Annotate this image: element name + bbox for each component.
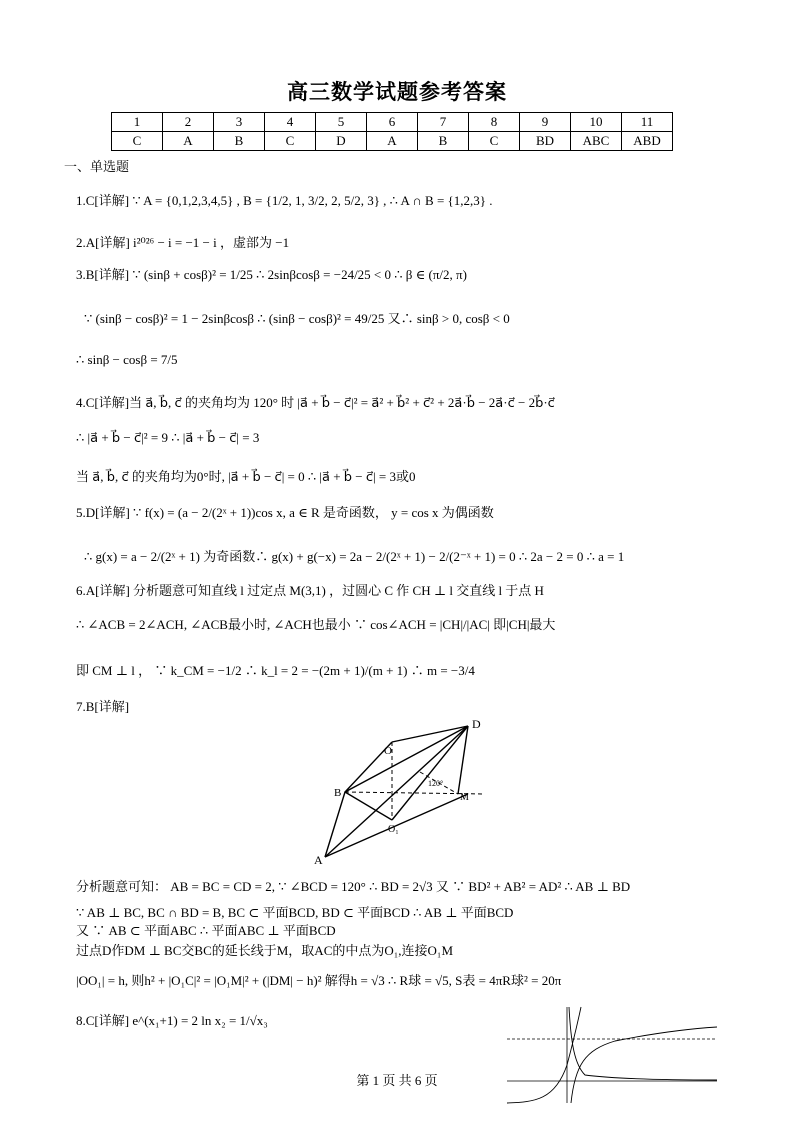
answer-line-q7a: 分析题意可知： AB = BC = CD = 2, ∵ ∠BCD = 120° ∴ BD = 2√3 又 ∵ BD² + AB² = AD² ∴ AB ⊥ BD: [76, 879, 631, 894]
answer-line-q7e: |OO₁| = h, 则h² + |O₁C|² = |O₁M|² + (|DM| − h)² 解得h = √3 ∴ R球 = √5, S表 = 4πR球² = 20π: [76, 973, 562, 988]
figure-label-b: B: [334, 787, 342, 799]
answer-line-q7d: 过点D作DM ⊥ BC交BC的延长线于M，取AC的中点为O₁,连接O₁M: [76, 943, 454, 958]
table-cell: 2: [163, 113, 214, 132]
table-cell: 5: [316, 113, 367, 132]
answer-table-answers-row: [112, 132, 673, 151]
figure-label-m: M: [460, 792, 469, 803]
table-cell: 8: [469, 113, 520, 132]
table-cell: ABD: [622, 132, 673, 151]
figure-label-a: A: [314, 853, 323, 867]
answer-table: [111, 112, 673, 151]
figure-label-o: O: [384, 745, 392, 757]
function-graph: [505, 1005, 719, 1105]
answer-line-q4c: 当 a⃗, b⃗, c⃗ 的夹角均为0°时, |a⃗ + b⃗ − c⃗| = 0 ∴ |a⃗ + b⃗ − c⃗| = 3或0: [76, 469, 416, 484]
answer-line-q2: 2.A[详解] i²⁰²⁶ − i = −1 − i ，虚部为 −1: [76, 235, 290, 250]
answer-line-q6c: 即 CM ⊥ l ， ∵ k_CM = −1/2 ∴ k_l = 2 = −(2m + 1)/(m + 1) ∴ m = −3/4: [76, 663, 475, 678]
table-cell: B: [418, 132, 469, 151]
answer-line-q8: 8.C[详解] e^(x₁+1) = 2 ln x₂ = 1/√x₃: [76, 1013, 268, 1028]
table-cell: B: [214, 132, 265, 151]
table-cell: D: [316, 132, 367, 151]
table-cell: 10: [571, 113, 622, 132]
page-title: 高三数学试题参考答案: [287, 80, 507, 104]
answer-line-q3b: ∵ (sinβ − cosβ)² = 1 − 2sinβcosβ ∴ (sinβ − cosβ)² = 49/25 又∴ sinβ > 0, cosβ < 0: [84, 311, 510, 326]
section-heading: 一、单选题: [64, 159, 130, 174]
figure-label-o1: O₁: [388, 824, 399, 835]
answer-line-q3c: ∴ sinβ − cosβ = 7/5: [76, 352, 178, 367]
answer-line-q6a: 6.A[详解] 分析题意可知直线 l 过定点 M(3,1) ，过圆心 C 作 CH ⊥ l 交直线 l 于点 H: [76, 583, 544, 598]
answer-line-q6b: ∴ ∠ACB = 2∠ACH, ∠ACB最小时, ∠ACH也最小 ∵ cos∠ACH = |CH|/|AC| 即|CH|最大: [76, 617, 556, 632]
answer-line-q4a: 4.C[详解]当 a⃗, b⃗, c⃗ 的夹角均为 120° 时 |a⃗ + b⃗ − c⃗|² = a⃗² + b⃗² + c⃗² + 2a⃗·b⃗ − 2a⃗·c⃗ − 2b⃗·c⃗: [76, 395, 555, 410]
table-cell: 6: [367, 113, 418, 132]
answer-line-q3a: 3.B[详解] ∵ (sinβ + cosβ)² = 1/25 ∴ 2sinβcosβ = −24/25 < 0 ∴ β ∈ (π/2, π): [76, 267, 467, 282]
table-cell: A: [163, 132, 214, 151]
table-cell: ABC: [571, 132, 622, 151]
answer-table-numbers-row: [112, 113, 673, 132]
figure-line: [345, 792, 392, 820]
table-cell: 4: [265, 113, 316, 132]
table-cell: BD: [520, 132, 571, 151]
table-cell: 1: [112, 113, 163, 132]
table-cell: 7: [418, 113, 469, 132]
answer-line-q4b: ∴ |a⃗ + b⃗ − c⃗|² = 9 ∴ |a⃗ + b⃗ − c⃗| = 3: [76, 430, 260, 445]
table-cell: 3: [214, 113, 265, 132]
table-cell: 9: [520, 113, 571, 132]
table-cell: C: [112, 132, 163, 151]
answer-line-q7: 7.B[详解]: [76, 699, 130, 714]
table-cell: A: [367, 132, 418, 151]
answer-line-q1: 1.C[详解] ∵ A = {0,1,2,3,4,5} , B = {1/2, 1, 3/2, 2, 5/2, 3} , ∴ A ∩ B = {1,2,3} .: [76, 193, 493, 208]
figure-label-angle: 120°: [428, 779, 444, 788]
answer-line-q7b: ∵ AB ⊥ BC, BC ∩ BD = B, BC ⊂ 平面BCD, BD ⊂ 平面BCD ∴ AB ⊥ 平面BCD: [76, 905, 514, 920]
answer-line-q5b: ∴ g(x) = a − 2/(2ˣ + 1) 为奇函数∴ g(x) + g(−x) = 2a − 2/(2ˣ + 1) − 2/(2⁻ˣ + 1) = 0 ∴ 2a − 2 = 0 ∴ a = 1: [84, 549, 625, 564]
table-cell: 11: [622, 113, 673, 132]
answer-line-q7c: 又 ∵ AB ⊂ 平面ABC ∴ 平面ABC ⊥ 平面BCD: [76, 923, 336, 938]
table-cell: C: [265, 132, 316, 151]
geometry-figure: [300, 712, 500, 870]
figure-label-d: D: [472, 717, 481, 731]
answer-line-q5a: 5.D[详解] ∵ f(x) = (a − 2/(2ˣ + 1))cos x, a ∈ R 是奇函数， y = cos x 为偶函数: [76, 505, 494, 520]
table-cell: C: [469, 132, 520, 151]
page-footer: 第 1 页 共 6 页: [356, 1073, 438, 1088]
graph-curve-log: [571, 1027, 717, 1103]
